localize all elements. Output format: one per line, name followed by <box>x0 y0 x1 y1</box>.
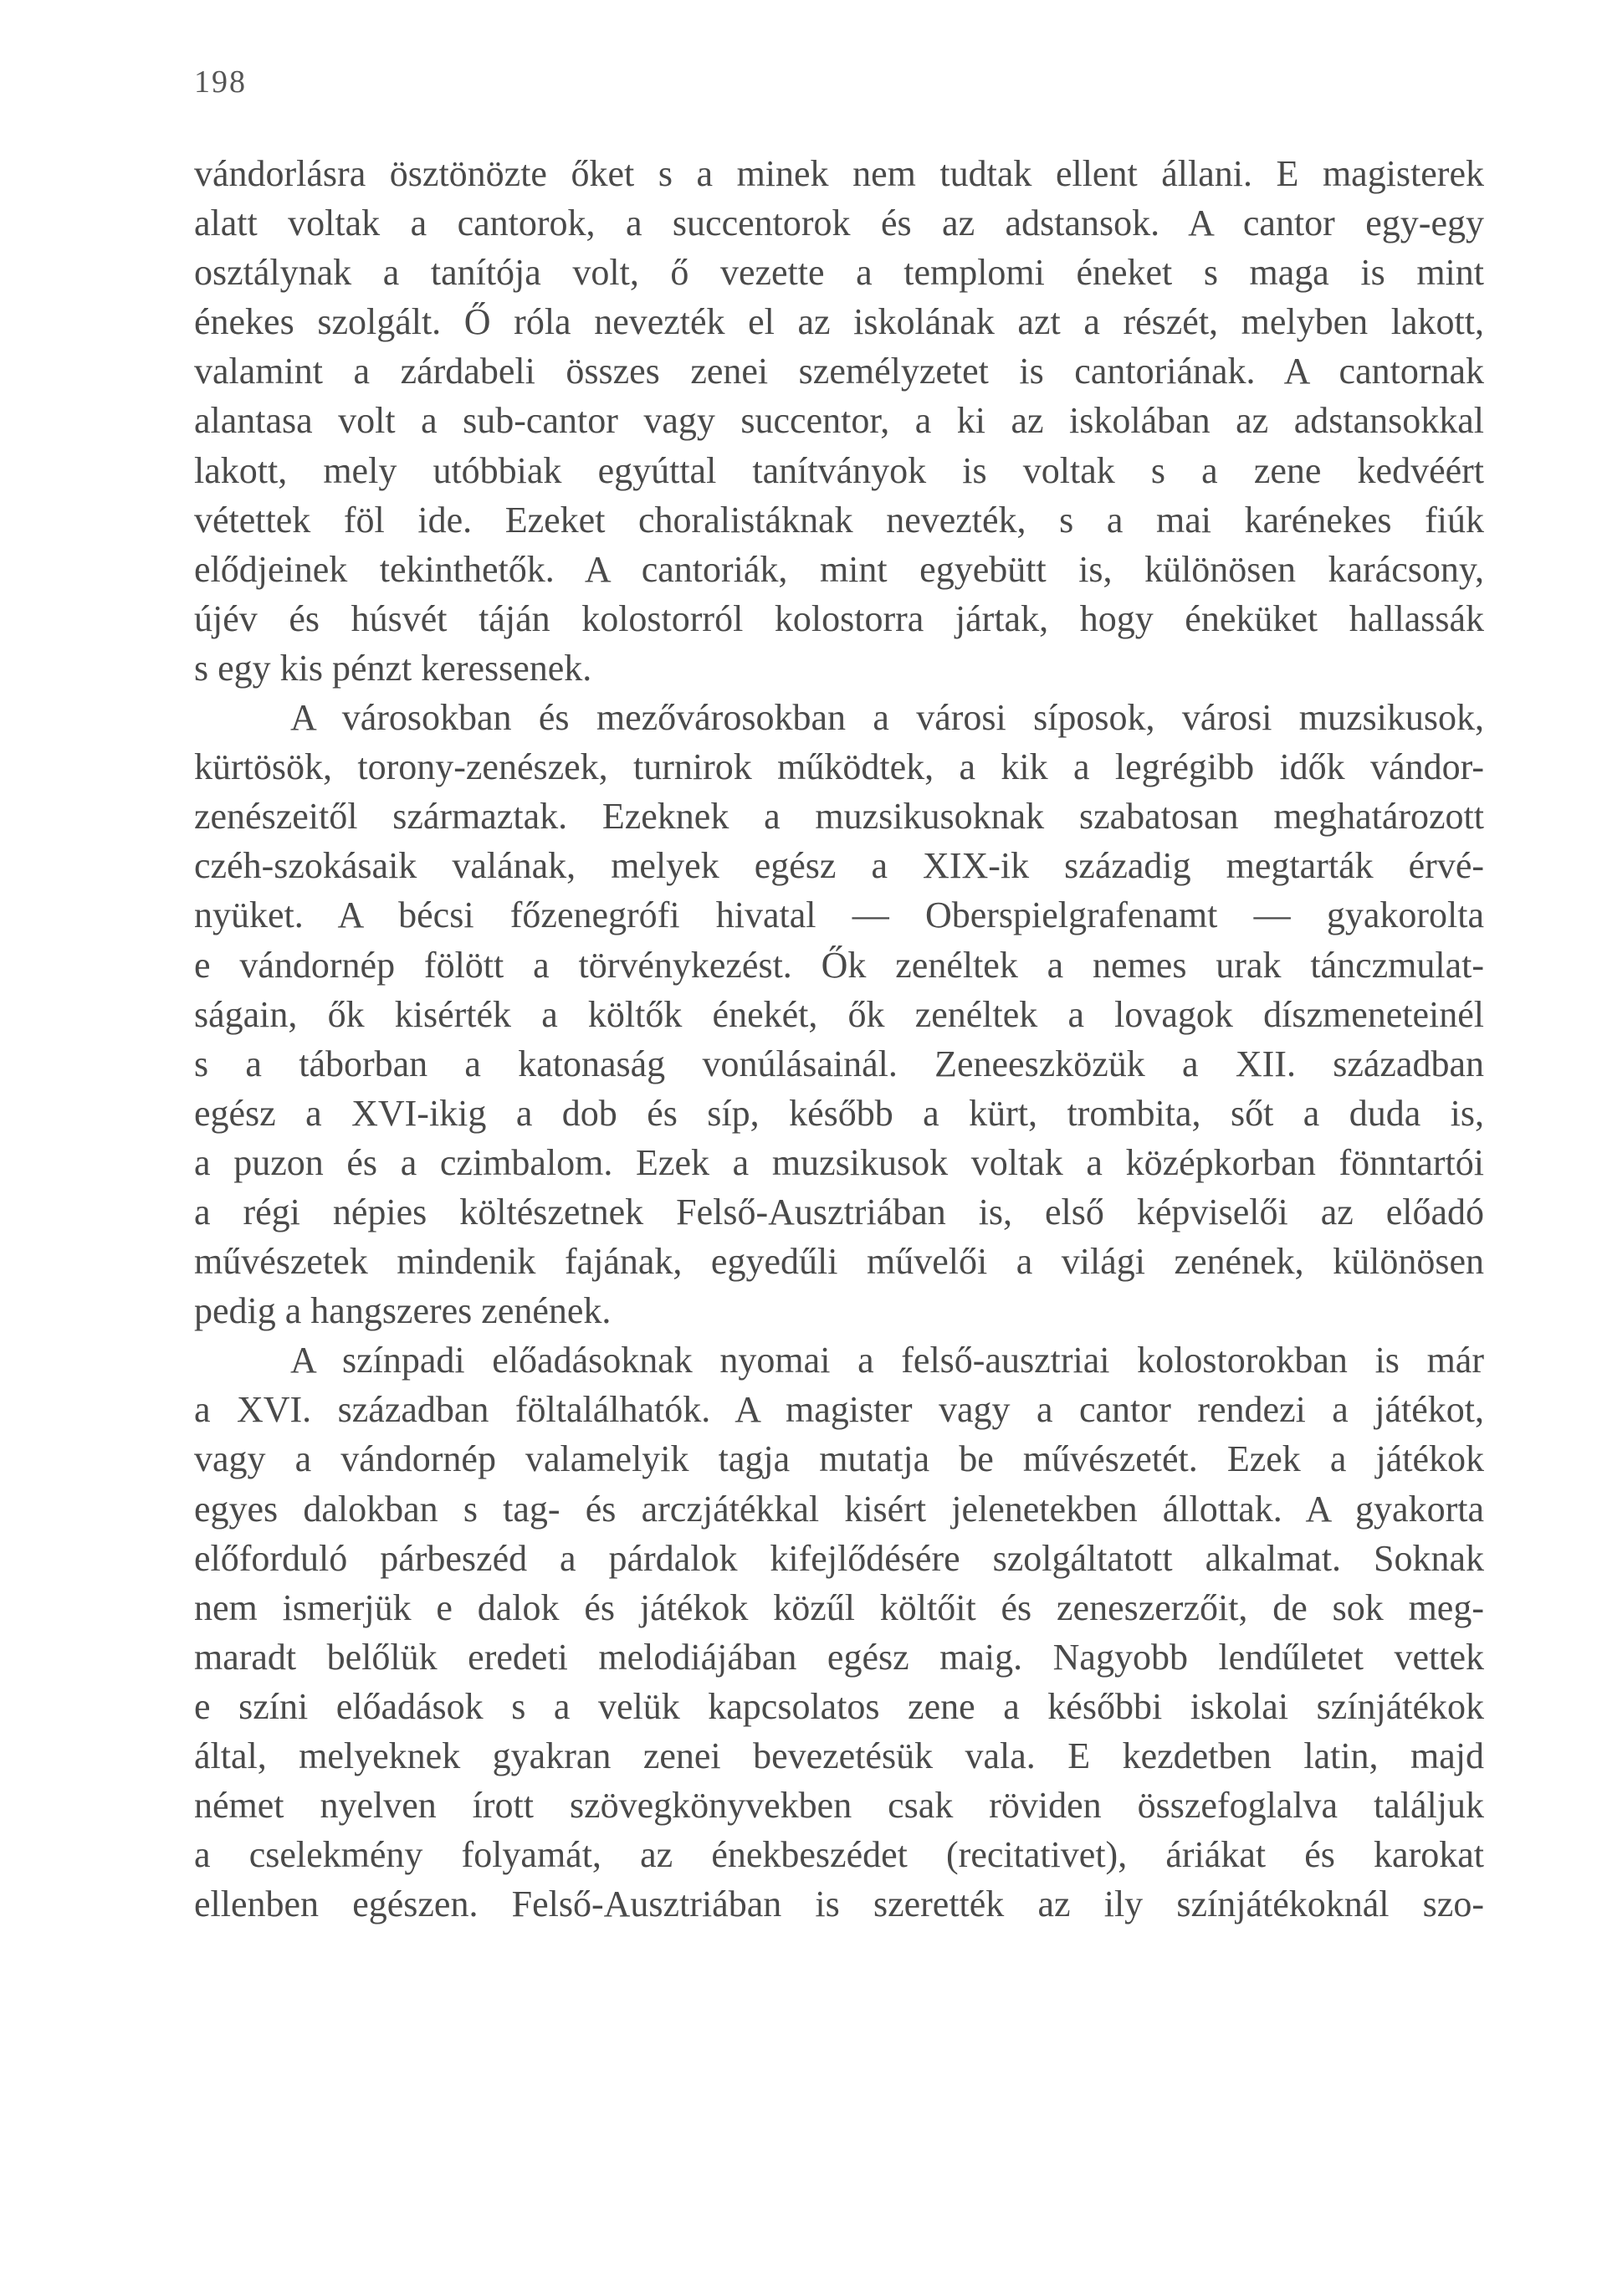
text-line: s egy kis pénzt keressenek. <box>194 647 592 689</box>
text-line: e színi előadások s a velük kapcsolatos zene a későbbi iskolai színjátékok <box>194 1685 1484 1727</box>
text-line: énekes szolgált. Ő róla nevezték el az iskolának azt a részét, melyben lakott, <box>194 301 1484 343</box>
text-line: alantasa volt a sub-cantor vagy succentor, a ki az iskolában az adstansokkal <box>194 400 1484 442</box>
text-line: ságain, ők kisérték a költők énekét, ők zenéltek a lovagok díszmeneteinél <box>194 993 1484 1035</box>
text-line: czéh-szokásaik valának, melyek egész a XIX-ik századig megtarták érvé- <box>194 845 1484 887</box>
paragraph-1 <box>194 149 1484 693</box>
text-line: kürtösök, torony-zenészek, turnirok működtek, a kik a legrégibb idők vándor- <box>194 746 1484 788</box>
text-line: osztálynak a tanítója volt, ő vezette a templomi éneket s maga is mint <box>194 252 1484 294</box>
text-line: s a táborban a katonaság vonúlásainál. Zeneeszközük a XII. században <box>194 1043 1484 1084</box>
text-line: zenészeitől származtak. Ezeknek a muzsikusoknak szabatosan meghatározott <box>194 796 1484 838</box>
text-line: egyes dalokban s tag- és arczjátékkal kisért jelenetekben állottak. A gyakorta <box>194 1488 1484 1530</box>
paragraph-3 <box>194 1335 1484 1929</box>
text-line: egész a XVI-ikig a dob és síp, később a kürt, trombita, sőt a duda is, <box>194 1092 1484 1134</box>
paragraph-2 <box>194 693 1484 1335</box>
text-line: maradt belőlük eredeti melodiájában egész maig. Nagyobb lendűletet vettek <box>194 1636 1484 1678</box>
text-line: nyüket. A bécsi főzenegrófi hivatal — Oberspielgrafenamt — gyakorolta <box>194 894 1484 936</box>
body-text <box>194 149 1484 1929</box>
text-line: e vándornép fölött a törvénykezést. Ők zenéltek a nemes urak tánczmulat- <box>194 944 1484 986</box>
text-line: német nyelven írott szövegkönyvekben csak röviden összefoglalva találjuk <box>194 1785 1484 1827</box>
text-line: A városokban és mezővárosokban a városi síposok, városi muzsikusok, <box>290 697 1484 739</box>
text-line: A színpadi előadásoknak nyomai a felső-ausztriai kolostorokban is már <box>290 1340 1484 1381</box>
text-line: előforduló párbeszéd a párdalok kifejlődésére szolgáltatott alkalmat. Soknak <box>194 1537 1484 1579</box>
text-line: nem ismerjük e dalok és játékok közűl költőit és zeneszerzőit, de sok meg- <box>194 1586 1484 1628</box>
text-line: a cselekmény folyamát, az énekbeszédet (recitativet), áriákat és karokat <box>194 1834 1484 1876</box>
text-line: ellenben egészen. Felső-Ausztriában is szerették az ily színjátékoknál szo- <box>194 1883 1484 1925</box>
text-line: vétettek föl ide. Ezeket choralistáknak nevezték, s a mai karénekes fiúk <box>194 499 1484 541</box>
text-line: elődjeinek tekinthetők. A cantoriák, mint egyebütt is, különösen karácsony, <box>194 548 1484 590</box>
text-line: a puzon és a czimbalom. Ezek a muzsikusok voltak a középkorban fönntartói <box>194 1141 1484 1183</box>
text-line: művészetek mindenik fajának, egyedűli művelői a világi zenének, különösen <box>194 1241 1484 1283</box>
text-line: újév és húsvét táján kolostorról kolostorra jártak, hogy éneküket hallassák <box>194 597 1484 639</box>
text-line: lakott, mely utóbbiak egyúttal tanítványok is voltak s a zene kedvéért <box>194 449 1484 491</box>
page-number: 198 <box>194 64 247 100</box>
text-line: által, melyeknek gyakran zenei bevezetésük vala. E kezdetben latin, majd <box>194 1735 1484 1776</box>
text-line: vándorlásra ösztönözte őket s a minek nem tudtak ellent állani. E magisterek <box>194 153 1484 194</box>
text-line: alatt voltak a cantorok, a succentorok és az adstansok. A cantor egy-egy <box>194 202 1484 244</box>
text-line: a XVI. században föltalálhatók. A magister vagy a cantor rendezi a játékot, <box>194 1389 1484 1431</box>
text-line: a régi népies költészetnek Felső-Ausztriában is, első képviselői az előadó <box>194 1191 1484 1233</box>
text-line: vagy a vándornép valamelyik tagja mutatja be művészetét. Ezek a játékok <box>194 1438 1484 1480</box>
text-line: pedig a hangszeres zenének. <box>194 1290 612 1332</box>
text-line: valamint a zárdabeli összes zenei személyzetet is cantoriának. A cantornak <box>194 351 1484 392</box>
